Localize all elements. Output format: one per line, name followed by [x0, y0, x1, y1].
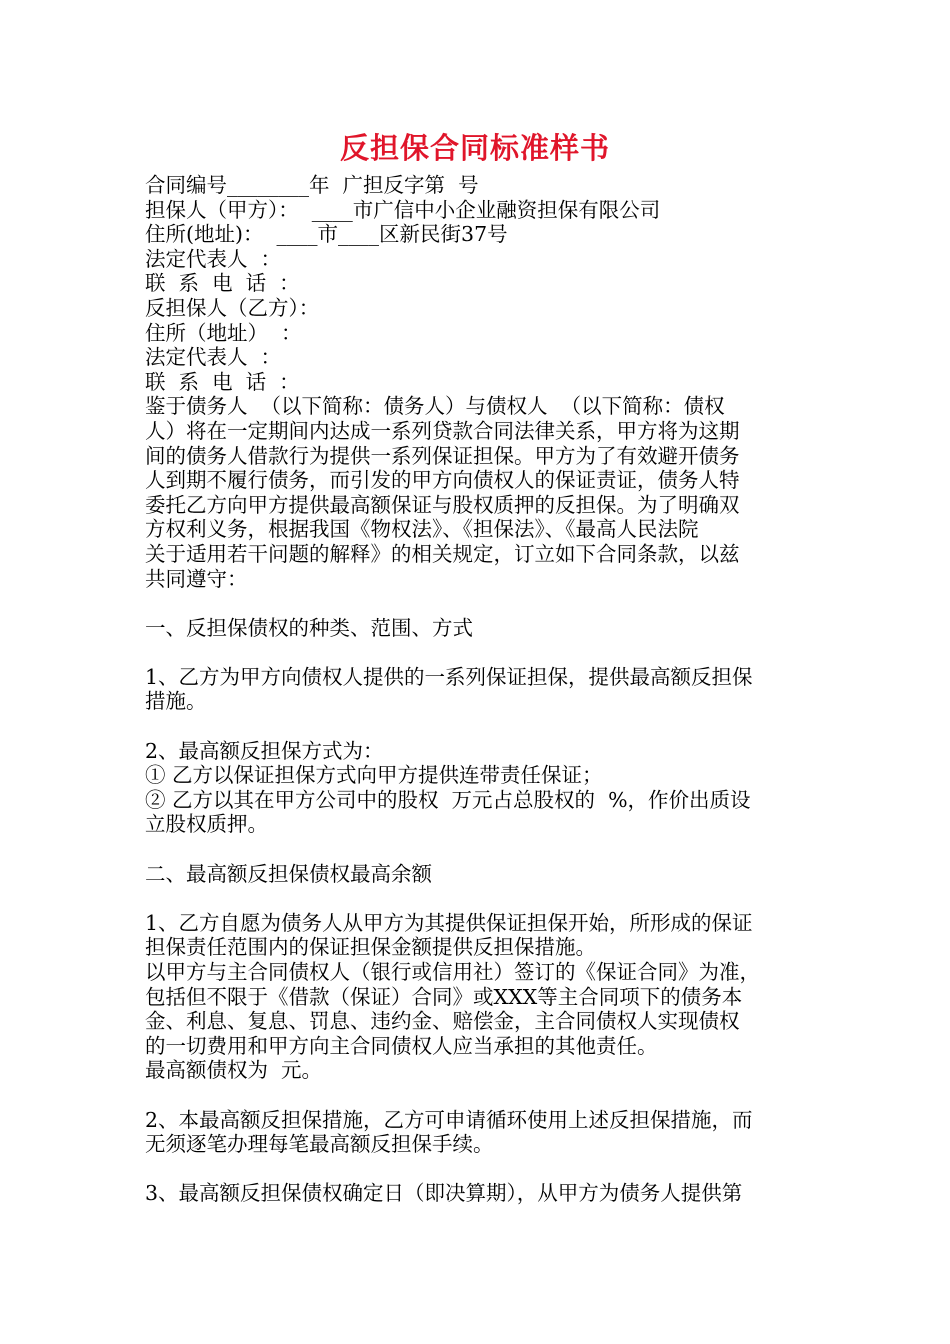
text-line: 住所（地址） ：	[145, 320, 302, 345]
text-line: 反担保人（乙方）：	[145, 295, 320, 320]
text-line: 法定代表人 ：	[145, 246, 282, 271]
text-line: 人）将在一定期间内达成一系列贷款合同法律关系，甲方将为这期	[145, 418, 740, 443]
blank-line	[145, 837, 813, 862]
text-line: 法定代表人 ：	[145, 345, 282, 370]
text-line: 联 系 电 话 ：	[145, 369, 300, 394]
text-line: 一、反担保债权的种类、范围、方式	[145, 615, 473, 640]
text-line: 金、利息、复息、罚息、违约金、赔偿金，主合同债权人实现债权	[145, 1009, 740, 1034]
text-line: 3、最高额反担保债权确定日（即决算期），从甲方为债务人提供第	[145, 1181, 743, 1206]
blank-line	[145, 640, 813, 665]
text-line: 最高额债权为 元。	[145, 1058, 323, 1083]
text-line: 方权利义务，根据我国《物权法》、《担保法》、《最高人民法院	[145, 517, 699, 542]
text-line: 担保人（甲方）： ____市广信中小企业融资担保有限公司	[145, 197, 661, 222]
blank-line	[145, 714, 813, 739]
text-line: 间的债务人借款行为提供一系列保证担保。甲方为了有效避开债务	[145, 443, 740, 468]
text-line: 1、乙方自愿为债务人从甲方为其提供保证担保开始，所形成的保证	[145, 910, 753, 935]
document-body	[145, 173, 813, 1206]
text-line: 联 系 电 话 ：	[145, 271, 300, 296]
text-line: 以甲方与主合同债权人（银行或信用社）签订的《保证合同》为准，	[145, 960, 760, 984]
blank-line	[145, 886, 813, 911]
text-line: 住所(地址)： ____市____区新民街37号	[145, 222, 508, 247]
text-line: ② 乙方以其在甲方公司中的股权 万元占总股权的 %，作价出质设	[145, 787, 751, 812]
text-line: 无须逐笔办理每笔最高额反担保手续。	[145, 1132, 494, 1157]
text-line: 关于适用若干问题的解释》的相关规定，订立如下合同条款，以兹	[145, 541, 740, 566]
text-line: 委托乙方向甲方提供最高额保证与股权质押的反担保。为了明确双	[145, 492, 740, 517]
document-title: 反担保合同标准样书	[339, 131, 610, 165]
text-line: 1、乙方为甲方向债权人提供的一系列保证担保，提供最高额反担保	[145, 664, 753, 689]
text-line: 2、本最高额反担保措施，乙方可申请循环使用上述反担保措施，而	[145, 1107, 753, 1132]
text-line: 合同编号________年 广担反字第 号	[145, 173, 479, 197]
text-line: ① 乙方以保证担保方式向甲方提供连带责任保证；	[145, 763, 603, 788]
text-line: 共同遵守：	[145, 566, 248, 591]
text-line: 立股权质押。	[145, 812, 268, 837]
blank-line	[145, 1157, 813, 1182]
blank-line	[145, 1083, 813, 1108]
text-line: 包括但不限于《借款（保证）合同》或XXX等主合同项下的债务本	[145, 984, 743, 1009]
text-line: 措施。	[145, 689, 207, 714]
blank-line	[145, 591, 813, 616]
text-line: 鉴于债务人 （以下简称：债务人）与债权人 （以下简称：债权	[145, 394, 725, 419]
text-line: 的一切费用和甲方向主合同债权人应当承担的其他责任。	[145, 1033, 658, 1058]
text-line: 担保责任范围内的保证担保金额提供反担保措施。	[145, 935, 596, 960]
text-line: 二、最高额反担保债权最高余额	[145, 861, 432, 886]
text-line: 2、最高额反担保方式为：	[145, 738, 384, 763]
text-line: 人到期不履行债务，而引发的甲方向债权人的保证责证，债务人特	[145, 468, 740, 493]
